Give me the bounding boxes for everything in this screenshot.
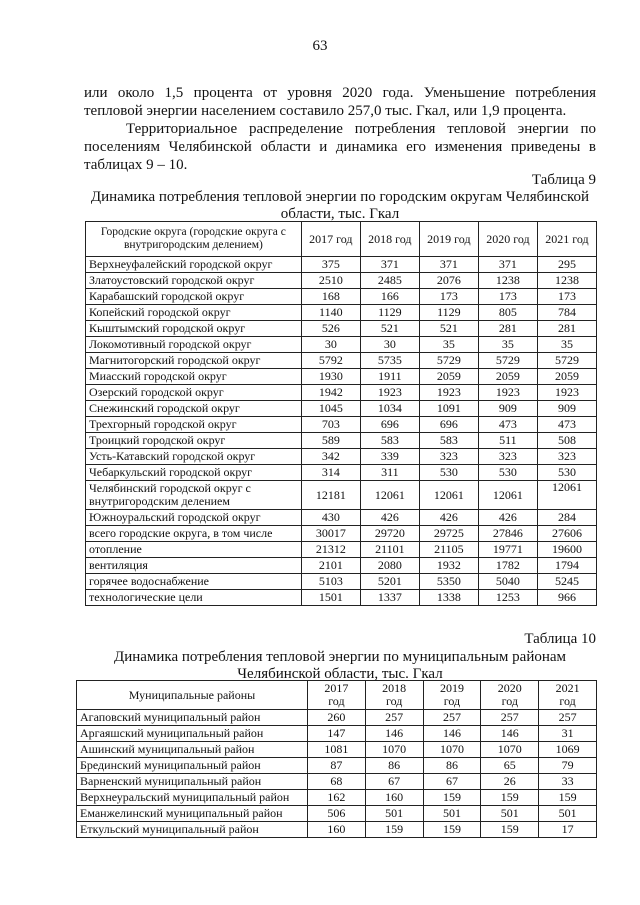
- table-row: [86, 481, 597, 510]
- year-label: 2021: [555, 681, 580, 695]
- value-cell: 5040: [478, 574, 537, 590]
- value-cell: 530: [537, 465, 596, 481]
- value-cell: 281: [537, 321, 596, 337]
- table-10-col-district: Муниципальные районы: [77, 681, 308, 710]
- value-cell: 29725: [419, 526, 478, 542]
- value-cell: 501: [481, 806, 539, 822]
- value-cell: 21312: [301, 542, 360, 558]
- paragraph-1: или около 1,5 процента от уровня 2020 года. Уменьшение потребления тепловой энергии населением составило 257,0 тыс. Гкал, или 1,9 процента.: [84, 85, 596, 119]
- value-cell: 12061: [478, 481, 537, 510]
- row-label-cell: Верхнеуральский муниципальный район: [77, 790, 308, 806]
- value-cell: 295: [537, 257, 596, 273]
- value-cell: 342: [301, 449, 360, 465]
- value-cell: 696: [419, 417, 478, 433]
- value-cell: 1069: [539, 742, 597, 758]
- value-cell: 29720: [360, 526, 419, 542]
- table-row: [86, 273, 597, 289]
- value-cell: 1911: [360, 369, 419, 385]
- value-cell: 426: [478, 510, 537, 526]
- value-cell: 5245: [537, 574, 596, 590]
- table-9-label: Таблица 9: [531, 172, 596, 188]
- value-cell: 5729: [478, 353, 537, 369]
- table-row: [86, 510, 597, 526]
- row-label-cell: Аргаяшский муниципальный район: [77, 726, 308, 742]
- value-cell: 12061: [419, 481, 478, 510]
- value-cell: 2510: [301, 273, 360, 289]
- table-9-col-2018: 2018 год: [360, 222, 419, 257]
- value-cell: 1942: [301, 385, 360, 401]
- row-label-cell: всего городские округа, в том числе: [86, 526, 302, 542]
- value-cell: 5735: [360, 353, 419, 369]
- value-cell: 426: [419, 510, 478, 526]
- value-cell: 68: [307, 774, 365, 790]
- value-cell: 784: [537, 305, 596, 321]
- row-label-cell: Троицкий городской округ: [86, 433, 302, 449]
- value-cell: 21101: [360, 542, 419, 558]
- value-cell: 323: [419, 449, 478, 465]
- table-10-col-2020: [481, 681, 539, 710]
- value-cell: 1338: [419, 590, 478, 606]
- row-label-cell: Озерский городской округ: [86, 385, 302, 401]
- table-10-col-2019: [423, 681, 481, 710]
- value-cell: 35: [419, 337, 478, 353]
- value-cell: 260: [307, 710, 365, 726]
- table-row: [86, 305, 597, 321]
- value-cell: 5729: [419, 353, 478, 369]
- table-row: [77, 742, 597, 758]
- value-cell: 909: [537, 401, 596, 417]
- year-label: 2018: [382, 681, 407, 695]
- value-cell: 146: [423, 726, 481, 742]
- year-label: 2017: [324, 681, 349, 695]
- value-cell: 339: [360, 449, 419, 465]
- value-cell: 1034: [360, 401, 419, 417]
- value-cell: 1794: [537, 558, 596, 574]
- table-9: [85, 221, 597, 606]
- table-row: [86, 369, 597, 385]
- table-9-body: [86, 257, 597, 606]
- value-cell: 19771: [478, 542, 537, 558]
- value-cell: 12061: [537, 481, 596, 510]
- value-cell: 1091: [419, 401, 478, 417]
- value-cell: 281: [478, 321, 537, 337]
- value-cell: 371: [419, 257, 478, 273]
- table-10-body: [77, 710, 597, 838]
- value-cell: 1253: [478, 590, 537, 606]
- table-9-col-2017: 2017 год: [301, 222, 360, 257]
- value-cell: 1070: [481, 742, 539, 758]
- value-cell: 284: [537, 510, 596, 526]
- value-cell: 67: [365, 774, 423, 790]
- table-9-header-row: [86, 222, 597, 257]
- table-row: [86, 558, 597, 574]
- value-cell: 30: [360, 337, 419, 353]
- table-10-header-row: [77, 681, 597, 710]
- value-cell: 583: [419, 433, 478, 449]
- year-suffix: год: [328, 694, 345, 708]
- table-row: [77, 774, 597, 790]
- value-cell: 5792: [301, 353, 360, 369]
- value-cell: 1782: [478, 558, 537, 574]
- value-cell: 506: [307, 806, 365, 822]
- value-cell: 12181: [301, 481, 360, 510]
- value-cell: 511: [478, 433, 537, 449]
- value-cell: 696: [360, 417, 419, 433]
- year-suffix: год: [443, 694, 461, 708]
- value-cell: 375: [301, 257, 360, 273]
- table-row: [86, 526, 597, 542]
- value-cell: 162: [307, 790, 365, 806]
- table-row: [86, 257, 597, 273]
- row-label-cell: Кыштымский городской округ: [86, 321, 302, 337]
- value-cell: 1923: [419, 385, 478, 401]
- value-cell: 257: [481, 710, 539, 726]
- value-cell: 530: [478, 465, 537, 481]
- value-cell: 26: [481, 774, 539, 790]
- value-cell: 2101: [301, 558, 360, 574]
- table-row: [86, 417, 597, 433]
- value-cell: 159: [539, 790, 597, 806]
- value-cell: 323: [478, 449, 537, 465]
- table-10-col-2018: [365, 681, 423, 710]
- value-cell: 17: [539, 822, 597, 838]
- row-label-cell: Агаповский муниципальный район: [77, 710, 308, 726]
- value-cell: 30017: [301, 526, 360, 542]
- table-10: [76, 680, 597, 838]
- value-cell: 87: [307, 758, 365, 774]
- value-cell: 314: [301, 465, 360, 481]
- table-row: [86, 574, 597, 590]
- table-row: [86, 433, 597, 449]
- value-cell: 526: [301, 321, 360, 337]
- value-cell: 1501: [301, 590, 360, 606]
- table-row: [86, 289, 597, 305]
- value-cell: 65: [481, 758, 539, 774]
- value-cell: 257: [539, 710, 597, 726]
- table-row: [86, 353, 597, 369]
- value-cell: 21105: [419, 542, 478, 558]
- table-10-label: Таблица 10: [524, 631, 596, 647]
- value-cell: 1045: [301, 401, 360, 417]
- value-cell: 5350: [419, 574, 478, 590]
- value-cell: 79: [539, 758, 597, 774]
- value-cell: 1932: [419, 558, 478, 574]
- value-cell: 323: [537, 449, 596, 465]
- value-cell: 147: [307, 726, 365, 742]
- table-9-title: Динамика потребления тепловой энергии по городским округам Челябинской области, тыс. Гкал: [90, 189, 590, 222]
- table-row: [86, 337, 597, 353]
- table-9-col-2021: 2021 год: [537, 222, 596, 257]
- table-row: [77, 726, 597, 742]
- table-row: [86, 590, 597, 606]
- value-cell: 146: [365, 726, 423, 742]
- table-row: [86, 385, 597, 401]
- year-suffix: год: [559, 694, 576, 708]
- value-cell: 173: [478, 289, 537, 305]
- value-cell: 473: [537, 417, 596, 433]
- value-cell: 371: [360, 257, 419, 273]
- value-cell: 67: [423, 774, 481, 790]
- paragraph-2: Территориальное распределение потребления тепловой энергии по поселениям Челябинской области и динамика его изменения приведены в таблицах 9 – 10.: [84, 121, 596, 173]
- row-label-cell: горячее водоснабжение: [86, 574, 302, 590]
- row-label-cell: вентиляция: [86, 558, 302, 574]
- page-number: 63: [312, 38, 328, 54]
- table-9-col-2019: 2019 год: [419, 222, 478, 257]
- table-10-col-2017: [307, 681, 365, 710]
- value-cell: 2059: [419, 369, 478, 385]
- value-cell: 371: [478, 257, 537, 273]
- value-cell: 2076: [419, 273, 478, 289]
- row-label-cell: Чебаркульский городской округ: [86, 465, 302, 481]
- value-cell: 86: [365, 758, 423, 774]
- row-label-cell: Усть-Катавский городской округ: [86, 449, 302, 465]
- value-cell: 33: [539, 774, 597, 790]
- value-cell: 583: [360, 433, 419, 449]
- value-cell: 521: [419, 321, 478, 337]
- row-label-cell: Копейский городской округ: [86, 305, 302, 321]
- value-cell: 160: [365, 790, 423, 806]
- value-cell: 589: [301, 433, 360, 449]
- table-9-col-district: Городские округа (городские округа с внутригородским делением): [86, 222, 302, 257]
- value-cell: 1129: [419, 305, 478, 321]
- row-label-cell: Варненский муниципальный район: [77, 774, 308, 790]
- value-cell: 1070: [365, 742, 423, 758]
- value-cell: 508: [537, 433, 596, 449]
- value-cell: 1140: [301, 305, 360, 321]
- row-label-cell: Снежинский городской округ: [86, 401, 302, 417]
- value-cell: 30: [301, 337, 360, 353]
- table-row: [77, 758, 597, 774]
- row-label-cell: Карабашский городской округ: [86, 289, 302, 305]
- value-cell: 2485: [360, 273, 419, 289]
- value-cell: 35: [478, 337, 537, 353]
- row-label-cell: Локомотивный городской округ: [86, 337, 302, 353]
- value-cell: 530: [419, 465, 478, 481]
- table-row: [86, 321, 597, 337]
- value-cell: 5201: [360, 574, 419, 590]
- row-label-cell: Южноуральский городской округ: [86, 510, 302, 526]
- value-cell: 909: [478, 401, 537, 417]
- row-label-cell: Верхнеуфалейский городской округ: [86, 257, 302, 273]
- value-cell: 159: [481, 790, 539, 806]
- value-cell: 168: [301, 289, 360, 305]
- value-cell: 805: [478, 305, 537, 321]
- value-cell: 1930: [301, 369, 360, 385]
- value-cell: 1923: [537, 385, 596, 401]
- value-cell: 473: [478, 417, 537, 433]
- value-cell: 1070: [423, 742, 481, 758]
- table-row: [77, 806, 597, 822]
- value-cell: 5729: [537, 353, 596, 369]
- value-cell: 173: [537, 289, 596, 305]
- year-suffix: год: [385, 694, 403, 708]
- table-row: [86, 449, 597, 465]
- value-cell: 159: [423, 822, 481, 838]
- row-label-cell: Златоустовский городской округ: [86, 273, 302, 289]
- value-cell: 27846: [478, 526, 537, 542]
- value-cell: 35: [537, 337, 596, 353]
- row-label-cell: Еманжелинский муниципальный район: [77, 806, 308, 822]
- row-label-cell: Ашинский муниципальный район: [77, 742, 308, 758]
- row-label-cell: Трехгорный городской округ: [86, 417, 302, 433]
- row-label-cell: Брединский муниципальный район: [77, 758, 308, 774]
- value-cell: 1129: [360, 305, 419, 321]
- row-label-cell: отопление: [86, 542, 302, 558]
- table-10-title: Динамика потребления тепловой энергии по муниципальным районам Челябинской области, тыс. Гкал: [113, 649, 567, 682]
- row-label-cell: Еткульский муниципальный район: [77, 822, 308, 838]
- value-cell: 2059: [478, 369, 537, 385]
- value-cell: 2059: [537, 369, 596, 385]
- value-cell: 703: [301, 417, 360, 433]
- value-cell: 12061: [360, 481, 419, 510]
- year-suffix: год: [501, 694, 518, 708]
- value-cell: 501: [539, 806, 597, 822]
- value-cell: 31: [539, 726, 597, 742]
- value-cell: 159: [365, 822, 423, 838]
- value-cell: 257: [365, 710, 423, 726]
- value-cell: 430: [301, 510, 360, 526]
- value-cell: 160: [307, 822, 365, 838]
- table-row: [77, 710, 597, 726]
- value-cell: 257: [423, 710, 481, 726]
- value-cell: 1337: [360, 590, 419, 606]
- table-row: [86, 401, 597, 417]
- value-cell: 966: [537, 590, 596, 606]
- value-cell: 2080: [360, 558, 419, 574]
- value-cell: 27606: [537, 526, 596, 542]
- value-cell: 1923: [478, 385, 537, 401]
- value-cell: 146: [481, 726, 539, 742]
- value-cell: 19600: [537, 542, 596, 558]
- row-label-cell: Челябинский городской округ с внутригородским делением: [86, 481, 302, 510]
- value-cell: 173: [419, 289, 478, 305]
- row-label-cell: Миасский городской округ: [86, 369, 302, 385]
- value-cell: 159: [423, 790, 481, 806]
- value-cell: 1238: [537, 273, 596, 289]
- table-row: [86, 465, 597, 481]
- table-row: [77, 822, 597, 838]
- value-cell: 86: [423, 758, 481, 774]
- row-label-cell: технологические цели: [86, 590, 302, 606]
- table-9-col-2020: 2020 год: [478, 222, 537, 257]
- value-cell: 501: [365, 806, 423, 822]
- table-10-col-2021: [539, 681, 597, 710]
- value-cell: 1238: [478, 273, 537, 289]
- value-cell: 1923: [360, 385, 419, 401]
- year-label: 2020: [497, 681, 522, 695]
- row-label-cell: Магнитогорский городской округ: [86, 353, 302, 369]
- value-cell: 311: [360, 465, 419, 481]
- value-cell: 426: [360, 510, 419, 526]
- table-row: [77, 790, 597, 806]
- value-cell: 501: [423, 806, 481, 822]
- table-row: [86, 542, 597, 558]
- value-cell: 1081: [307, 742, 365, 758]
- year-label: 2019: [439, 681, 464, 695]
- value-cell: 159: [481, 822, 539, 838]
- value-cell: 166: [360, 289, 419, 305]
- value-cell: 5103: [301, 574, 360, 590]
- value-cell: 521: [360, 321, 419, 337]
